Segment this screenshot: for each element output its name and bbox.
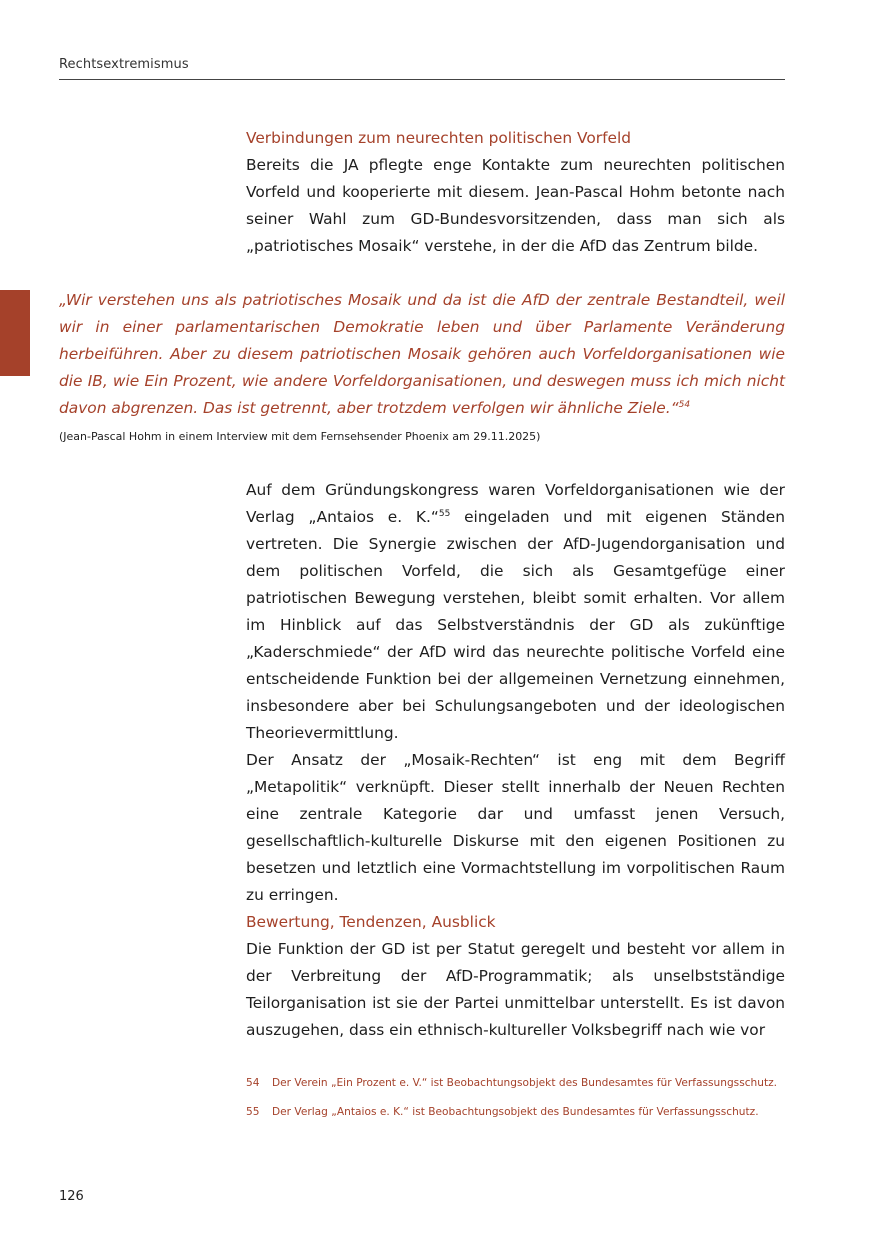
section-vorfeld-body bbox=[246, 152, 785, 260]
body-paragraph: Die Funktion der GD ist per Statut geregelt und besteht vor allem in der Verbreitung der AfD-Programmatik; als unselbstständige Teilorganisation ist sie der Partei unmittelbar unterstellt. Es ist davon auszugehen, dass ein ethnisch-kultureller Volksbegriff nach wie vor bbox=[246, 940, 785, 1039]
pull-quote bbox=[59, 287, 785, 422]
quote-source: (Jean-Pascal Hohm in einem Interview mit dem Fernsehsender Phoenix am 29.11.2025) bbox=[59, 430, 541, 443]
page-number: 126 bbox=[59, 1189, 84, 1204]
chapter-tab-marker bbox=[0, 290, 30, 376]
running-head: Rechtsextremismus bbox=[59, 57, 189, 72]
body-paragraph: Bereits die JA pflegte enge Kontakte zum neurechten politischen Vorfeld und kooperierte mit diesem. Jean-Pascal Hohm betonte nach seiner Wahl zum GD-Bundesvorsitzenden, dass man sich als „patriotisches Mosaik“ verstehe, in der die AfD das Zentrum bilde. bbox=[246, 156, 785, 255]
footnote-ref-55: 55 bbox=[438, 509, 451, 519]
section-heading-vorfeld: Verbindungen zum neurechten politischen Vorfeld bbox=[246, 129, 632, 147]
body-paragraph: Der Ansatz der „Mosaik-Rechten“ ist eng mit dem Begriff „Metapolitik“ verknüpft. Dieser stellt innerhalb der Neuen Rechten eine zentrale Kategorie dar und umfasst jenen Versuch, gesellschaftlich-kulturelle Diskurse mit den eigenen Positionen zu besetzen und letztlich eine Vormachtstellung im vorpolitischen Raum zu erringen. bbox=[246, 751, 785, 904]
footnote-number: 54 bbox=[246, 1077, 260, 1089]
header-rule bbox=[59, 79, 785, 80]
section-synergy-body bbox=[246, 477, 785, 909]
footnote-text: Der Verein „Ein Prozent e. V.“ ist Beobachtungsobjekt des Bundesamtes für Verfassungsschutz. bbox=[272, 1077, 778, 1089]
footnotes bbox=[246, 1076, 785, 1134]
paragraph-text: Auf dem Gründungskongress waren Vorfeldorganisationen wie der Verlag „Antaios e. K.“ bbox=[246, 481, 785, 526]
footnote-55 bbox=[246, 1105, 785, 1119]
footnote-text: Der Verlag „Antaios e. K.“ ist Beobachtungsobjekt des Bundesamtes für Verfassungsschutz. bbox=[272, 1106, 759, 1118]
quote-text: „Wir verstehen uns als patriotisches Mosaik und da ist die AfD der zentrale Bestandteil, weil wir in einer parlamentarischen Demokratie leben und über Parlamente Veränderung herbeiführen. Aber zu diesem patriotischen Mosaik gehören auch Vorfeldorganisationen wie die IB, wie Ein Prozent, wie andere Vorfeldorganisationen, und deswegen muss ich mich nicht davon abgrenzen. Das ist getrennt, aber trotzdem verfolgen wir ähnliche Ziele.“ bbox=[59, 291, 785, 417]
section-heading-bewertung: Bewertung, Tendenzen, Ausblick bbox=[246, 913, 496, 931]
paragraph-text: eingeladen und mit eigenen Ständen vertreten. Die Synergie zwischen der AfD-Jugendorganisation und dem politischen Vorfeld, die sich als Gesamtgefüge einer patriotischen Bewegung verstehen, bleibt somit erhalten. Vor allem im Hinblick auf das Selbstverständnis der GD als zukünftige „Kaderschmiede“ der AfD wird das neurechte politische Vorfeld eine entscheidende Funktion bei der allgemeinen Vernetzung einnehmen, insbesondere aber bei Schulungsangeboten und der ideologischen Theorievermittlung. bbox=[246, 508, 785, 742]
footnote-ref-54: 54 bbox=[678, 400, 691, 410]
section-bewertung-body bbox=[246, 936, 785, 1044]
footnote-54 bbox=[246, 1076, 785, 1090]
footnote-number: 55 bbox=[246, 1106, 260, 1118]
body-paragraph bbox=[246, 477, 785, 747]
